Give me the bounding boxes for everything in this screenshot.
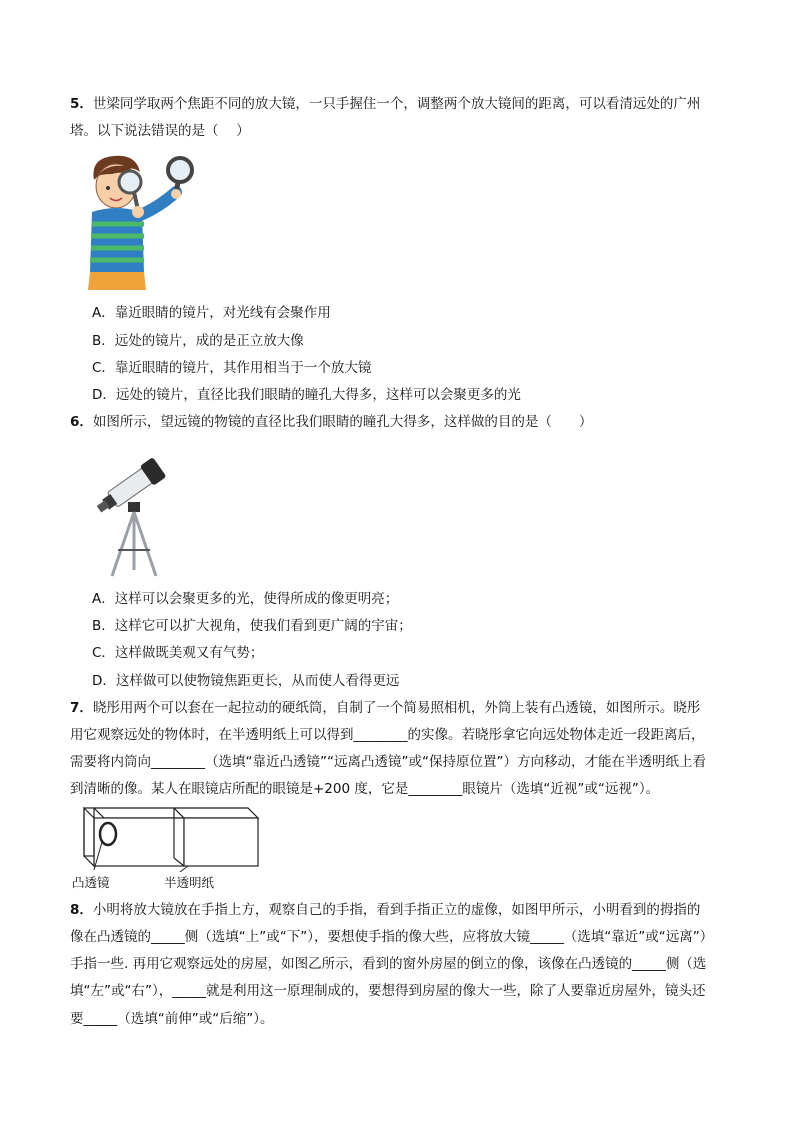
q6-option-d: D．这样做可以使物镜焦距更长，从而使人看得更远 <box>92 673 400 689</box>
q7-stem-line-3: 需要将内筒向________（选填“靠近凸透镜”“远离凸透镜”或“保持原位置”）方向移动，才能在半透明纸上看 <box>70 754 706 770</box>
q7-stem-line-1: 晓彤用两个可以套在一起拉动的硬纸筒，自制了一个简易照相机，外筒上装有凸透镜，如图所示。晓彤 <box>92 700 701 716</box>
q8-stem-line-1: 小明将放大镜放在手指上方，观察自己的手指，看到手指正立的虚像，如图甲所示，小明看到的拇指的 <box>92 902 701 918</box>
q8-stem-line-3: 手指一些. 再用它观察远处的房屋，如图乙所示，看到的窗外房屋的倒立的像，该像在凸透镜的_____侧（选 <box>70 956 707 972</box>
q5-option-c: C．靠近眼睛的镜片，其作用相当于一个放大镜 <box>92 360 372 376</box>
q8-line-1 <box>70 900 700 920</box>
q5-option-b: B．远处的镜片，成的是正立放大像 <box>92 333 304 349</box>
q8-stem-line-4: 填“左”或“右”），_____就是利用这一原理制成的，要想得到房屋的像大一些，除了人要靠近房屋外，镜头还 <box>70 983 706 999</box>
q6-stem-line-1: 如图所示，望远镜的物镜的直径比我们眼睛的瞳孔大得多，这样做的目的是（ ） <box>92 414 593 430</box>
q6-option-a: A．这样可以会聚更多的光，使得所成的像更明亮； <box>92 591 399 607</box>
q6-line-1 <box>70 412 592 432</box>
q5-stem-line-1: 世梁同学取两个焦距不同的放大镜，一只手握住一个，调整两个放大镜间的距离，可以看清远处的广州 <box>92 96 701 112</box>
q7-label-translucent-paper: 半透明纸 <box>164 875 215 890</box>
q7-label-convex-lens: 凸透镜 <box>72 875 110 890</box>
q7-stem-line-2: 用它观察远处的物体时，在半透明纸上可以得到________的实像。若晓彤拿它向远处物体走近一段距离后， <box>70 727 705 743</box>
boy-with-magnifiers-icon <box>72 150 202 294</box>
pinhole-camera-boxes-icon <box>72 806 262 872</box>
q5-option-d: D．远处的镜片，直径比我们眼睛的瞳孔大得多，这样可以会聚更多的光 <box>92 387 521 403</box>
q5-line-1 <box>70 94 700 114</box>
q8-stem-line-5: 要_____（选填“前伸”或“后缩”）。 <box>70 1011 274 1027</box>
q5-stem-line-2: 塔。以下说法错误的是（ ） <box>70 123 250 139</box>
q7-line-1 <box>70 698 700 718</box>
q6-option-c: C．这样做既美观又有气势； <box>92 645 264 661</box>
telescope-icon <box>94 446 174 580</box>
q8-number: 8． <box>70 902 93 918</box>
q6-number: 6． <box>70 414 93 430</box>
q8-stem-line-2: 像在凸透镜的_____侧（选填“上”或“下”），要想使手指的像大些，应将放大镜_____（选填“靠近”或“远离”） <box>70 929 714 945</box>
q5-option-a: A．靠近眼睛的镜片，对光线有会聚作用 <box>92 305 331 321</box>
q7-stem-line-4: 到清晰的像。某人在眼镜店所配的眼镜是+200 度，它是________眼镜片（选填“近视”或“远视”）。 <box>70 781 660 797</box>
q6-option-b: B．这样它可以扩大视角，使我们看到更广阔的宇宙； <box>92 618 412 634</box>
q7-number: 7． <box>70 700 93 716</box>
q5-number: 5． <box>70 96 93 112</box>
